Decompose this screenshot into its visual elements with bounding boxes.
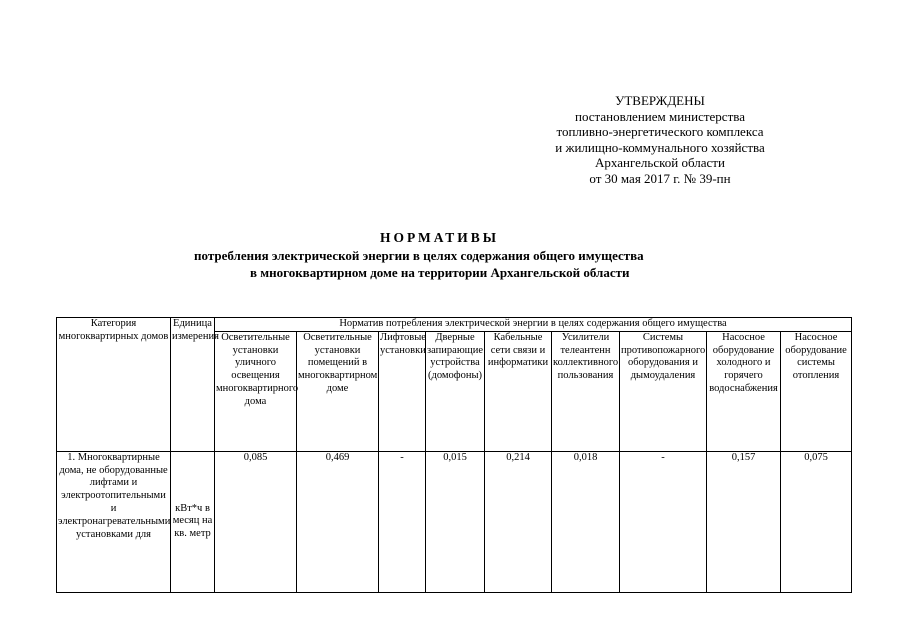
column-header: Осветительные установки уличного освещения многоквартирного дома	[215, 331, 297, 451]
approval-line: топливно-энергетического комплекса	[556, 124, 764, 140]
category-header: Категория многоквартирных домов	[57, 318, 171, 452]
unit-header: Единица измерения	[171, 318, 215, 452]
table-cell: 0,015	[426, 451, 485, 592]
document-subtitle: потребления электрической энергии в целях содержания общего имущества	[194, 248, 644, 263]
table-cell: 0,214	[485, 451, 552, 592]
table-cell: 0,469	[297, 451, 379, 592]
table-cell: 0,075	[781, 451, 852, 592]
approval-line: от 30 мая 2017 г. № 39-пн	[589, 170, 731, 186]
table-cell: 0,157	[707, 451, 781, 592]
column-header: Кабельные сети связи и информатики	[485, 331, 552, 451]
table-cell: -	[620, 451, 707, 592]
column-header: Осветительные установки помещений в многоквартирном доме	[297, 331, 379, 451]
column-header: Насосное оборудование холодного и горячего водоснабжения	[707, 331, 781, 451]
table-row	[57, 451, 852, 592]
approval-block	[500, 93, 820, 187]
row-unit: кВт*ч в месяц на кв. метр	[171, 451, 215, 592]
column-header: Системы противопожарного оборудования и дымоудаления	[620, 331, 707, 451]
column-header: Дверные запирающие устройства (домофоны)	[426, 331, 485, 451]
norm-group-header: Норматив потребления электрической энергии в целях содержания общего имущества	[215, 318, 852, 332]
document-subtitle: в многоквартирном доме на территории Архангельской области	[250, 265, 630, 280]
approval-heading: УТВЕРЖДЕНЫ	[615, 93, 705, 108]
norms-table	[56, 317, 852, 593]
column-header: Усилители телеантенн коллективного пользования	[552, 331, 620, 451]
table-cell: 0,018	[552, 451, 620, 592]
approval-line: постановлением министерства	[574, 108, 745, 124]
table-cell: -	[379, 451, 426, 592]
document-title: НОРМАТИВЫ	[380, 230, 500, 245]
table-cell: 0,085	[215, 451, 297, 592]
approval-line: Архангельской области	[595, 155, 725, 171]
column-header: Насосное оборудование системы отопления	[781, 331, 852, 451]
row-category: 1. Многоквартирные дома, не оборудованные лифтами и электроотопительными и электронагревательными установками для	[57, 451, 171, 592]
column-header: Лифтовые установки	[379, 331, 426, 451]
approval-line: и жилищно-коммунального хозяйства	[555, 139, 765, 155]
